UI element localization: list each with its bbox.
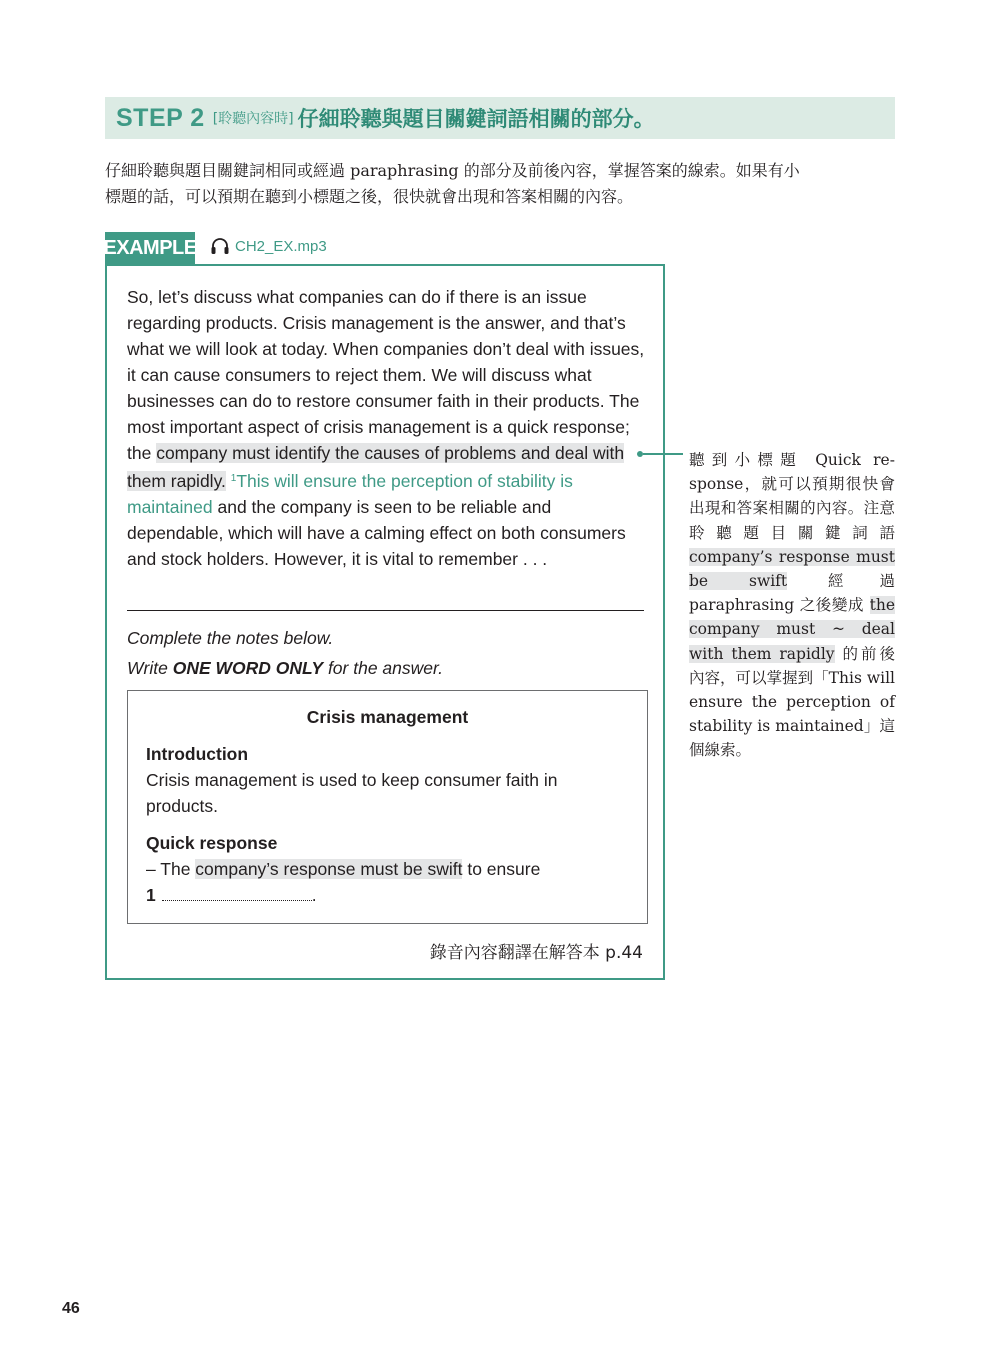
divider: [127, 610, 644, 611]
intro-line-2: 標題的話，可以預期在聽到小標題之後，很快就會出現和答案相關的內容。: [105, 187, 634, 206]
side-note-highlight-1: company’s response must be swift: [689, 547, 895, 591]
transcript-part-2: and the company is seen to be reliable and dependable, which will have a calming effect on both consumers and stock holders. However, it is vital to remember . . .: [127, 497, 626, 569]
answer-blank[interactable]: [162, 887, 312, 901]
instruction-emphasis: ONE WORD ONLY: [172, 658, 324, 678]
notes-section-1-text: Crisis management is used to keep consumer faith in products.: [146, 770, 558, 816]
step-subtitle: [聆聽內容時]: [212, 111, 294, 127]
transcript-part-1: So, let’s discuss what companies can do if there is an issue regarding products. Crisis management is the answer, and that’s what we will look at today. When companies don’t deal with issues, it can cause consumers to reject them. We will discuss what businesses can do to restore consumer faith in their products. The most important aspect of crisis management is a quick response; the: [127, 287, 645, 463]
notes-section-2-text: – The company’s response must be swift to ensure: [146, 859, 541, 879]
intro-line-1: 仔細聆聽與題目關鍵詞相同或經過 paraphrasing 的部分及前後內容，掌握答案的線索。如果有小: [105, 161, 800, 180]
example-tag: EXAMPLE: [105, 232, 195, 264]
notes-section-2-heading: Quick response: [146, 833, 278, 853]
audio-file-name: CH2_EX.mp3: [235, 237, 327, 255]
intro-paragraph: [105, 158, 895, 210]
translation-footnote: 錄音內容翻譯在解答本 p.44: [429, 943, 643, 963]
notes-title: Crisis management: [306, 707, 469, 727]
page-number: 46: [62, 1300, 80, 1317]
audio-reference[interactable]: [210, 237, 327, 255]
step-banner: [105, 97, 895, 139]
notes-box: [127, 690, 648, 924]
transcript: [127, 284, 647, 572]
step-label: STEP 2: [116, 103, 205, 132]
side-note-highlight-2: the company must ~ deal with them rapidly: [689, 596, 895, 663]
headphones-icon: [210, 237, 230, 255]
leader-line: [643, 453, 683, 455]
question-1: 1 .: [146, 885, 317, 905]
notes-keyword-highlight: company’s response must be swift: [195, 859, 463, 879]
step-title: 仔細聆聽與題目關鍵詞語相關的部分。: [297, 107, 655, 131]
answer-marker: 1: [230, 473, 237, 484]
transcript-highlight: company must identify the causes of problems and deal with them rapidly.: [127, 443, 625, 491]
transcript-answer-clue: $^1$This will ensure the perception of stability is maintained: [127, 471, 573, 517]
question-number: 1: [146, 885, 156, 905]
instruction-line-1: Complete the notes below.: [127, 628, 334, 648]
side-note: 聽到小標題 Quick response，就可以預期很快會出現和答案相關的內容。注意聆聽題目關鍵詞語 company’s response must be swift 經過 paraphrasing 之後變成 the company must ~ deal with them rapidly 的前後內容，可以掌握到「This will ensure the perception of stability is maintained」這個線索。: [689, 451, 895, 760]
example-box: [105, 264, 665, 980]
notes-section-1-heading: Introduction: [146, 744, 249, 764]
instruction-line-2: Write ONE WORD ONLY for the answer.: [127, 658, 444, 678]
